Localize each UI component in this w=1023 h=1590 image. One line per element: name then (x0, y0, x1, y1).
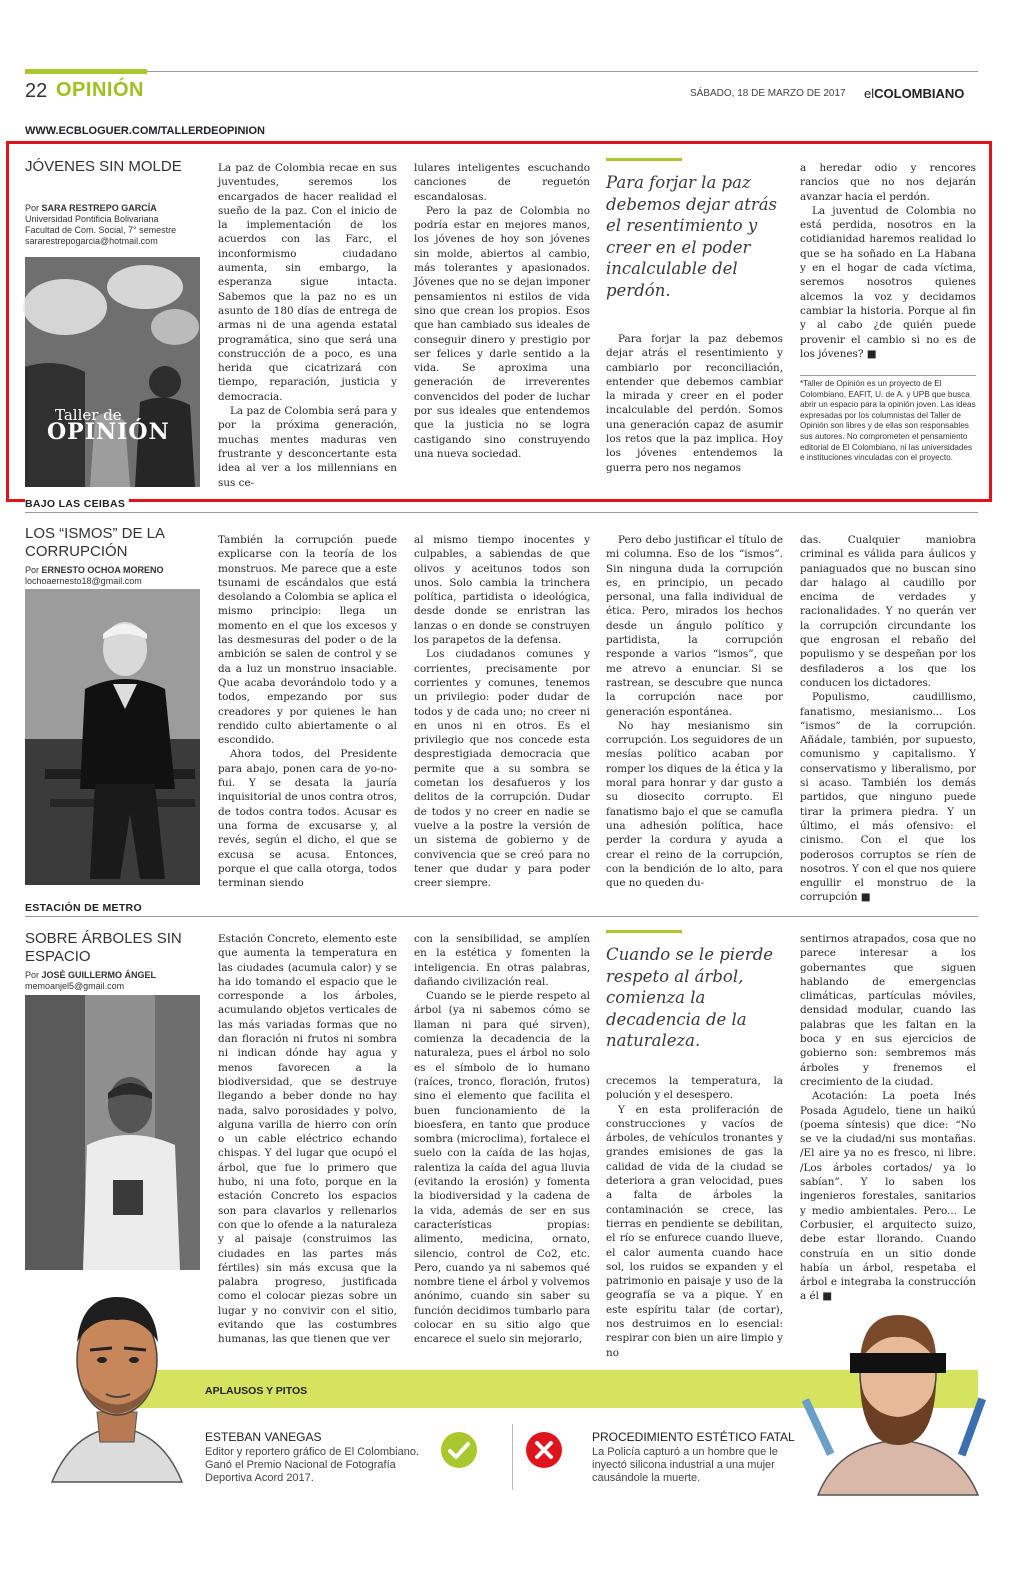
section-separator (25, 916, 978, 917)
aplausos-divider (512, 1424, 513, 1490)
article-column: al mismo tiempo inocentes y culpables, a sabiendas de que olivos y aceitunos todos son unos. Solo cambia la trinchera política, partidista o ideológica, desde donde se enristran las lanzas o en donde se construyen los parapetos de la defensa. Los ciudadanos comunes y corrientes, precisamente por corrientes y comunes, tenemos un privilegio: poder dudar de todos y de cada uno; no creer ni en unos ni en otros. Es el privilegio que nos concede esta desprestigiada democracia que permite que a su sombra se cometan los desafueros y los delitos de la corrupción. Dudar de todos y no creer en nadie se vuelve a la postre la versión de un sistema de gobierno y de convivencia que se creó para no tener que dudar y para poder creer siempre. (414, 534, 590, 890)
article-ismos-corrupcion (25, 525, 978, 904)
pull-quote-accent (606, 158, 682, 161)
boo-name: PROCEDIMIENTO ESTÉTICO FATAL (592, 1430, 795, 1444)
article-title: JÓVENES SIN MOLDE (25, 158, 182, 175)
byline: Por ERNESTO OCHOA MORENO lochoaernesto18@gmail.com (25, 565, 210, 587)
taller-de-opinion-photo (25, 257, 200, 487)
article-title: SOBRE ÁRBOLES SIN ESPACIO (25, 930, 182, 965)
header-rule (25, 71, 978, 72)
applause-text: Editor y reportero gráfico de El Colombiano. Ganó el Premio Nacional de Fotografía Deportiva Acord 2017. (205, 1446, 419, 1484)
article-column: sentirnos atrapados, cosa que no parece interesar a los gobernantes que siguen hablando de emergencias climáticas, partículas móviles, densidad modular, cuando las palabras que les faltan en la boca y en sus ejercicios de gobierno son: sembremos más árboles y frenemos el crecimiento de la ciudad. Acotación: La poeta Inés Posada Agudelo, tiene un haikú (poema síntesis) que dice: “No se ve la ciudad/ni sus montañas. /El aire ya no es fresco, ni libre. /Los árboles cortados/ ya lo sabían”. Y lo saben los ingenieros forestales, sanitarios y medio ambientales. Pero... Le Corbusier, el arquitecto suizo, debe estar llorando. Cuando construía en un sitio donde había un árbol, respetaba el árbol e integraba la construcción a él ■ (800, 933, 976, 1303)
column-kicker: BAJO LAS CEIBAS (25, 498, 129, 510)
author-photo-ochoa (25, 589, 200, 885)
section-separator (25, 512, 978, 513)
check-icon (441, 1432, 477, 1468)
pull-quote-accent (606, 930, 682, 933)
pull-quote: Cuando se le pierde respeto al árbol, comienza la decadencia de la naturaleza. (606, 945, 774, 1050)
article-column: lulares inteligentes escuchando canciones de reguetón escandalosas. Pero la paz de Colombia no podría estar en mejores manos, los jóvenes de hoy son jóvenes sin molde, abiertos al cambio, más tolerantes y apasionados. Jóvenes que no se dejan imponer pensamientos ni estilos de vida sino que crean los propios. Esos que han cambiado sus ideales de conseguir dinero y prestigio por ser felices y darle sentido a la vida. Se aproxima una generación de irreverentes convencidos del poder de luchar por sus ideales que entendemos que la justicia no se logra castigando sino construyendo una nueva sociedad. (414, 162, 590, 460)
close-icon (526, 1432, 562, 1468)
article-jovenes-sin-molde (25, 150, 978, 495)
page-number: 22 (25, 80, 48, 102)
article-column: crecemos la temperatura, la polución y el desespero. Y en esta proliferación de construcciones y vacíos de árboles, de vehículos tronantes y grandes emisiones de gas la calidad de vida de la ciudad se deteriora a gran velocidad, pues a falta de árboles la contaminación se crece, las tierras en pendiente se debilitan, el río se enfurece cuando llueve, el calor aumenta cuando hace sol, los ruidos se expanden y el patrimonio en paisaje y uso de la geografía se va a pique. Y en este espíritu talar (de cortar), nos destruimos en lo esencial: respirar con bien un aire limpio y no (606, 1075, 783, 1359)
issue-date: SÁBADO, 18 DE MARZO DE 2017 (690, 88, 846, 99)
applause-name: ESTEBAN VANEGAS (205, 1430, 322, 1444)
article-title: LOS “ISMOS” DE LA CORRUPCIÓN (25, 525, 165, 560)
article-column: La paz de Colombia recae en sus juventudes, seremos los encargados de hacer realidad el sueño de la paz. Con el inicio de la implementación de los acuerdos con las Farc, el inconformismo ciudadano aumenta, sin embargo, la esperanza sigue intacta. Sabemos que la paz no es un asunto de 180 días de entrega de armas ni de una agenda estatal programática, sino que será una construcción de a poco, es una herida que cicatrizará con tiempo, reparación, justicia y democracia. La paz de Colombia será para y por la próxima generación, muchas mentes maduras ven frustrante y desconcertante esta idea al ver a los millennians en sus ce- (218, 162, 397, 489)
aplausos-title: APLAUSOS Y PITOS (205, 1385, 308, 1397)
author-email: memoanjel5@gmail.com (25, 981, 125, 991)
article-column: das. Cualquier maniobra criminal es válida para áulicos y paniaguados que no buscan sino dar halago al caudillo por encima de verdades y racionalidades. Y no querán ver la corrupción circundante los que engrosan el rebaño del populismo y se despeñan por los desfiladeros a los que los conducen los dictadores. Populismo, caudillismo, fanatismo, mesianismo... Los “ismos” de la corrupción. Añádale, también, por supuesto, comunismo y capitalismo. Y conservatismo y liberalismo, por si acaso. También los demás partidos, que ninguno puede tirar la primera piedra. Y un último, el más ofensivo: el cinismo. Con el que los poderosos corruptos se ríen de nosotros. Y con el que nos quiere engullir el monstruo de la corrupción ■ (800, 534, 976, 904)
pull-quote: Para forjar la paz debemos dejar atrás el resentimiento y creer en el poder incalculable del perdón. (606, 173, 778, 300)
header-accent-bar (25, 69, 147, 74)
author-email: sararestrepogarcia@hotmail.com (25, 236, 158, 246)
article-column: Para forjar la paz debemos dejar atrás el resentimiento y cambiarlo por reconciliación, entender que debemos cambiar la mirada y creer en el poder incalculable del perdón. Somos una generación capaz de asumir los retos que la paz implica. Hoy los jóvenes entendemos la guerra pero nos negamos (606, 333, 783, 474)
newspaper-name: elCOLOMBIANO (864, 86, 965, 101)
article-column: También la corrupción puede explicarse con la teoría de los monstruos. Me parece que a este tsunami de escándalos que está desolando a Colombia se aplica el mismo principio: llega un momento en el que los excesos y las desmesuras del poder o de la ambición se salen de control y se da a luz un monstruo insaciable. Que acaba devorándolo todo y a todos, empezando por sus creadores y por quienes le han rendido culto abiertamente o al escondido. Ahora todos, del Presidente para abajo, ponen cara de yo-no-fui. Y se desata la jauría inquisitorial de unos contra otros, de todos contra todos. Acusar es una forma de excusarse y, al revés, según el dicho, el que se excusa se acusa. Entonces, porque el que calla otorga, todos terminan siendo (218, 534, 397, 890)
boo-text: La Policía capturó a un hombre que le inyectó silicona industrial a una mujer causándole la muerte. (592, 1446, 778, 1484)
editorial-note: *Taller de Opinión es un proyecto de El Colombiano, EAFIT, U. de A. y UPB que busca abrir un espacio para la opinión joven. Las ideas expresadas por los columnistas del Taller de Opinión son libres y de ellas son responsables sus autores. No comprometen el pensamiento editorial de El Colombiano, ni las universidades e instituciones vinculadas con el proyecto. (800, 379, 976, 463)
web-link[interactable]: WWW.ECBLOGUER.COM/TALLERDEOPINION (25, 125, 265, 137)
author-photo-angel (25, 995, 200, 1270)
note-rule (800, 375, 976, 376)
article-column: a heredar odio y rencores rancios que no nos dejarán avanzar hacia el perdón. La juventud de Colombia no está perdida, nosotros en la cotidianidad haremos realidad lo que se ha soñado en La Habana y en el hogar de cada víctima, seremos nosotros quienes alcemos la voz y decidamos cambiar la historia. Porque al fin y al cabo ¿de quién puede provenir el cambio si no es de los jóvenes? ■ (800, 162, 976, 360)
author-portrait (25, 995, 200, 1270)
byline: Por SARA RESTREPO GARCÍA Universidad Pontificia Bolivariana Facultad de Com. Social, 7° semestre sararestrepogarcia@hotmail.com (25, 203, 210, 247)
taller-opinion-logo: Taller de OPINIÓN (47, 406, 170, 445)
author-portrait (25, 589, 200, 885)
taller-opinion-illustration (25, 257, 200, 487)
byline: Por JOSÉ GUILLERMO ÁNGEL memoanjel5@gmail.com (25, 970, 210, 992)
article-column: Estación Concreto, elemento este que aumenta la temperatura en las ciudades (acumula calor) y se ha ido tomando el espacio que le corresponde a los árboles, acumulando objetos verticales de las más variadas formas que no dan floración ni frutos ni sombra ni indican dónde hay agua y menos favorecen a la biodiversidad, que se destruye llegando a beber donde no hay nada, salvo porosidades y polvo, alguna varilla de hierro con orín o un cable eléctrico echando chispas. Y del lugar que ocupó el árbol, que fue lo primero que hubo, ni una foto, porque en la estación Concreto los espacios son para clavarlos y rellenarlos con que lo ofende a la naturaleza y al paisaje (construimos las ciudades en las partes más fértiles) sin más excusa que la palabra progreso, justificada como el colocar piezas sobre un lugar y no convivir con el sitio, evitando que las costumbres humanas, las que tienen que ver (218, 933, 397, 1346)
author-email: lochoaernesto18@gmail.com (25, 576, 142, 586)
applause-caricature (42, 1282, 192, 1492)
article-column: Pero debo justificar el título de mi columna. Eso de los “ismos”. Sin ninguna duda la corrupción es, en principio, un pecado personal, una falla individual de ética. Pero, mirados los hechos desde un ángulo político y partidista, la corrupción responde a varios “ismos”, que me atrevo a enunciar. Si se rastrean, se descubre que nunca la corrupción nace por generación espontánea. No hay mesianismo sin corrupción. Los seguidores de un mesías político acaban por romper los diques de la ética y la moral para honrar y dar gusto a su diosecito corrupto. El fanatismo bajo el que se camufla una adhesión política, hace perder la cordura y ayuda a crear el reino de la corrupción, con la bendición de lo alto, para que no queden du- (606, 534, 783, 890)
article-column: con la sensibilidad, se amplíen en la estética y fomenten la inteligencia. En otras palabras, dañando civilización real. Cuando se le pierde respeto al árbol (ya ni sabemos cómo se llaman ni para qué sirven), comienza la decadencia de la naturaleza, pues el árbol no solo es el símbolo de lo humano (raíces, tronco, floración, frutos) sino el elemento que facilita el buen funcionamiento de la bioesfera, en tanto que produce sombra (microclima), fortalece el suelo con la caída de las hojas, ralentiza la caída del agua lluvia (evitando la erosión) y fomenta la biodiversidad y la cadena de la vida, además de ser en sus características propias: alimento, medicina, ornato, silencio, control de Co2, etc. Pero, cuando ya ni sabemos qué nombre tiene el árbol y volvemos anónimo, cuando sin saber su función decidimos tumbarlo para colocar en su sitio algo que encarece el suelo sin mejorarlo, (414, 933, 590, 1346)
boo-caricature (808, 1305, 988, 1495)
column-kicker: ESTACIÓN DE METRO (25, 902, 146, 914)
section-title: OPINIÓN (56, 79, 144, 101)
